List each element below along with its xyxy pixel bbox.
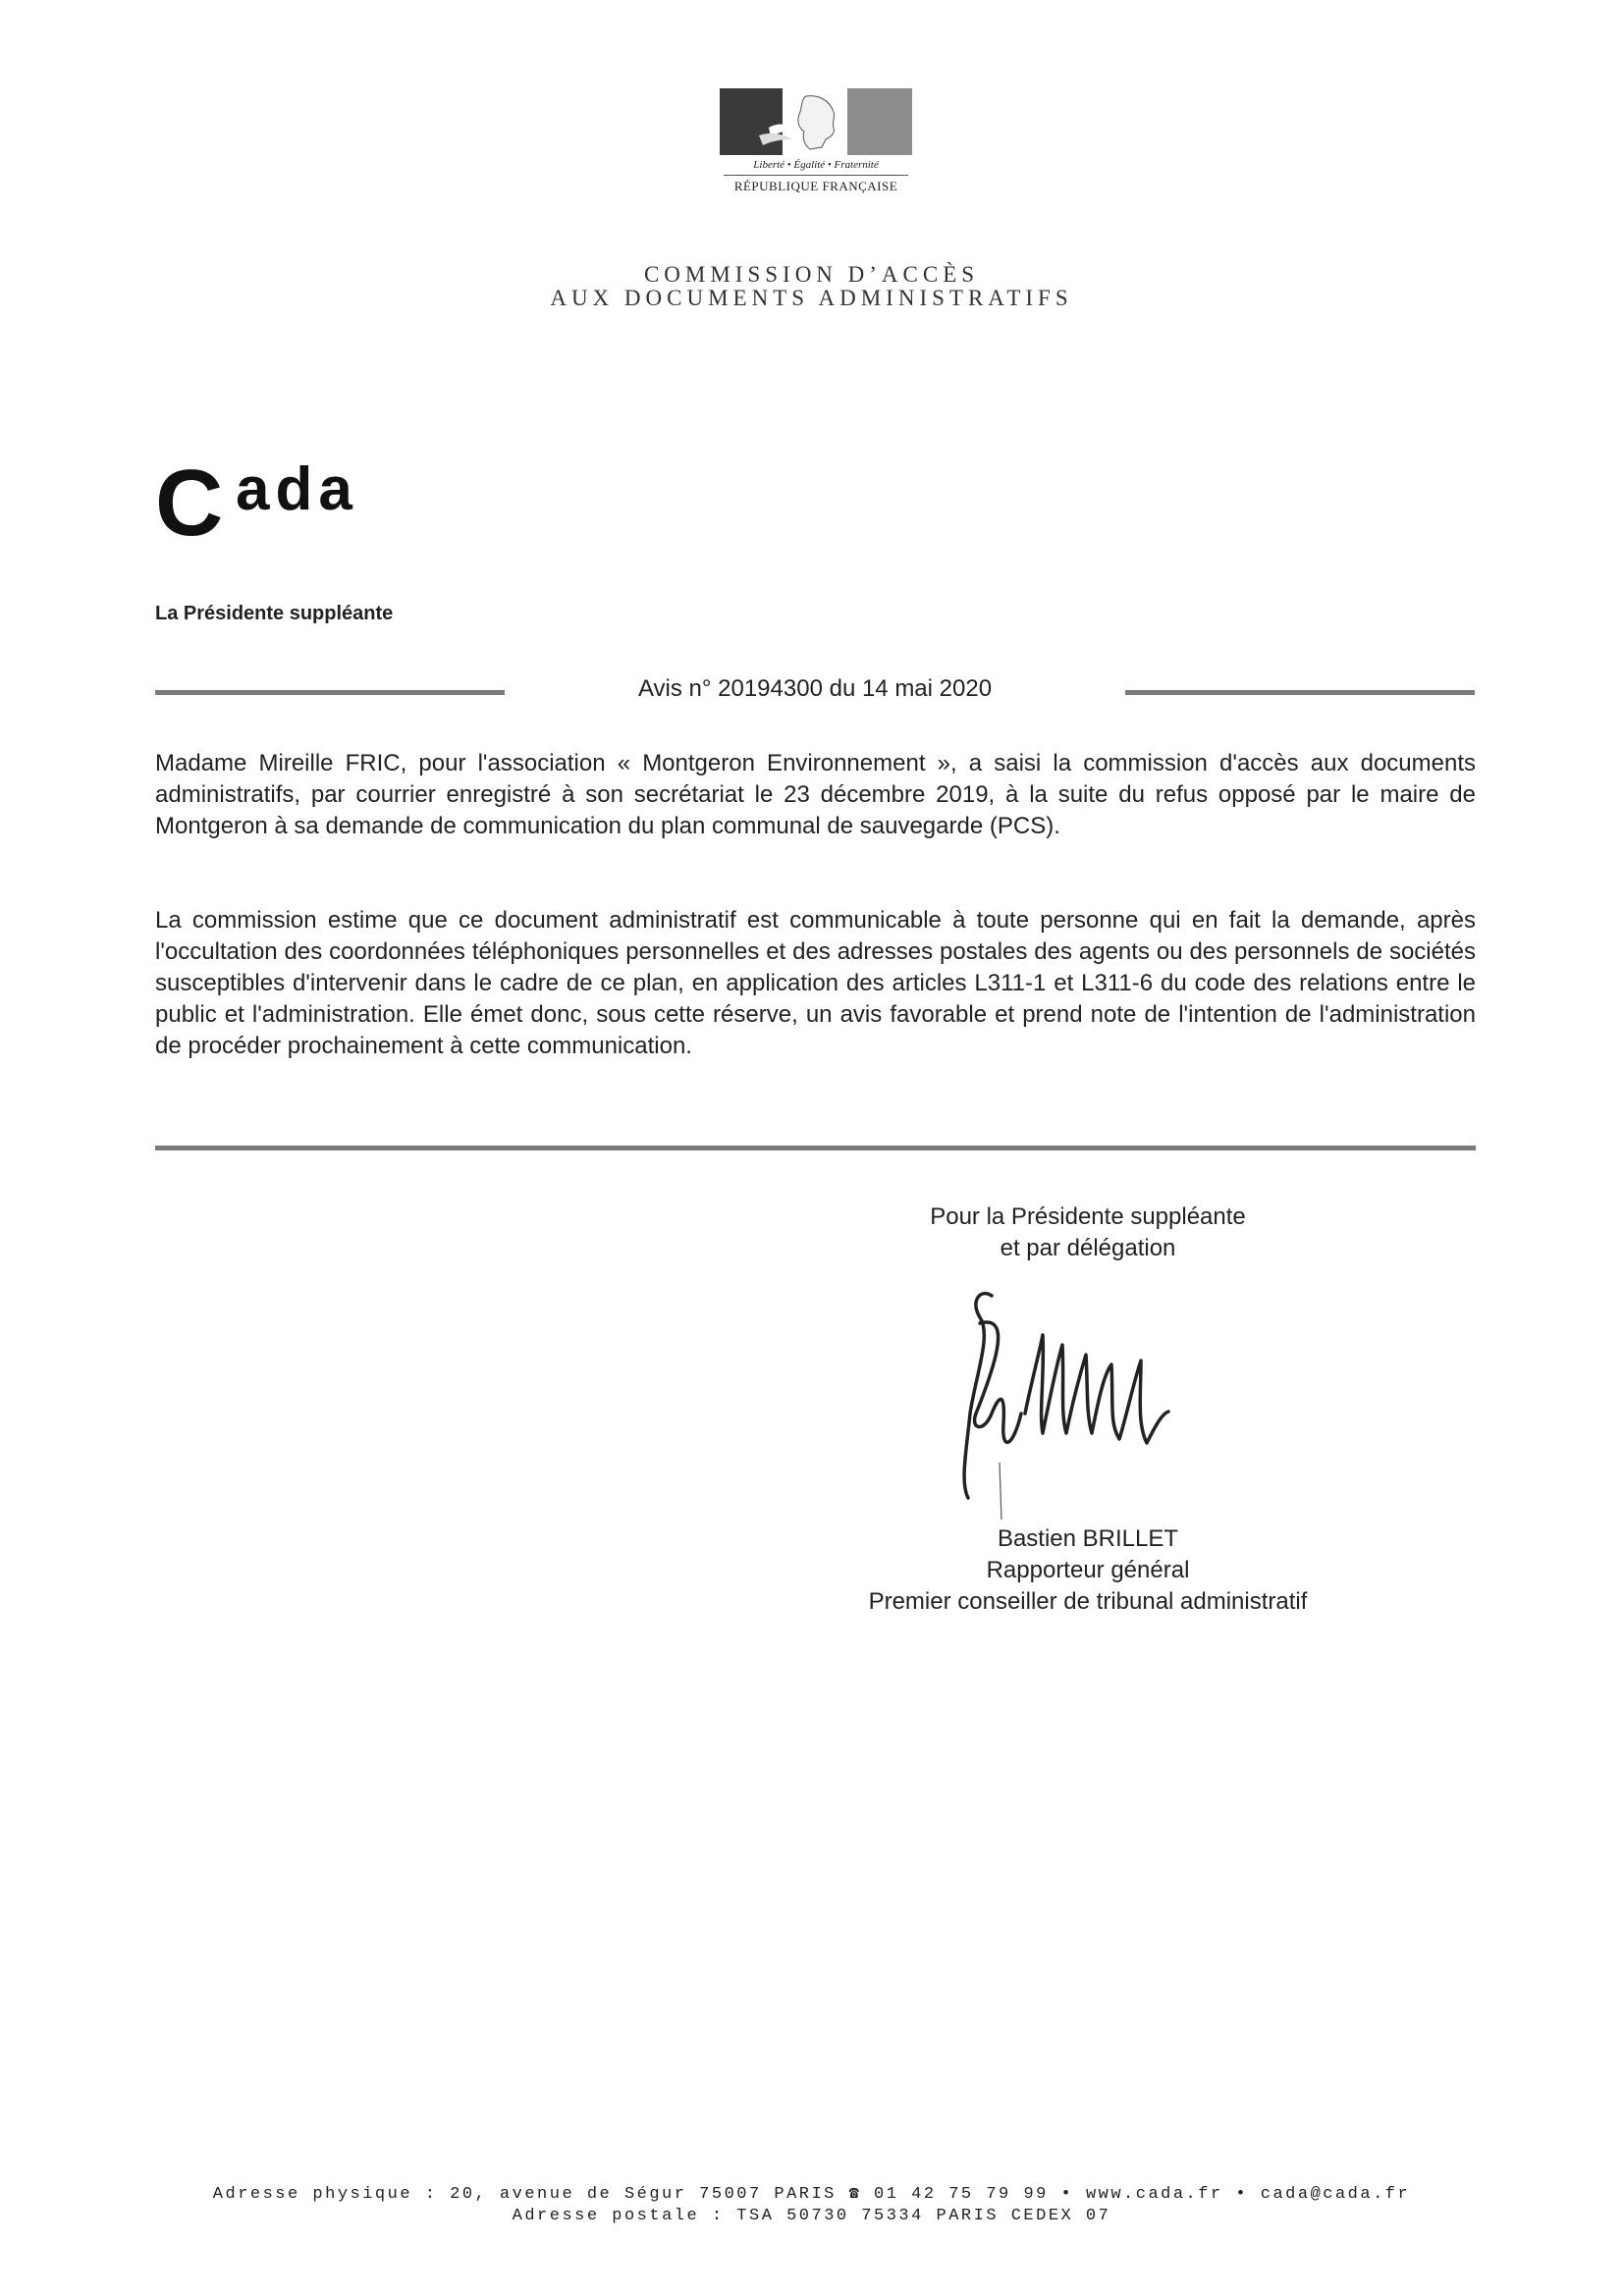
cada-logo-rest: ada [236,455,358,523]
signatory-name: Bastien BRILLET [997,1525,1179,1552]
body-paragraph-2: La commission estime que ce document administratif est communicable à toute personne qui en fait la demande, après l'occultation des coordonnées téléphoniques personnelles et des adresses postales des agents ou des personnels de sociétés susceptibles d'intervenir dans le cadre de ce plan, en application des articles L311-1 et L311-6 du code des relations entre le public et l'administration. Elle émet donc, sous cette réserve, un avis favorable et prend note de l'intention de l'administration de procéder prochainement à cette communication. [155,907,1476,1059]
body-paragraph-1: Madame Mireille FRIC, pour l'association « Montgeron Environnement », a saisi la commission d'accès aux documents administratifs, par courrier enregistré à son secrétariat le 23 décembre 2019, à la suite du refus opposé par le maire de Montgeron à sa demande de communication du plan communal de sauvegarde (PCS). [155,750,1476,839]
signature-intro-line-1: Pour la Présidente suppléante [930,1203,1246,1230]
title-rule-left [155,690,505,695]
commission-header [0,263,1623,310]
signatory-role: Rapporteur général [986,1557,1190,1583]
handwritten-signature [941,1266,1235,1522]
cada-logo [155,450,410,558]
signatory-position: Premier conseiller de tribunal administratif [868,1588,1308,1615]
logo-republique-francaise: RÉPUBLIQUE FRANÇAISE [733,179,898,193]
logo-separator [724,175,908,176]
commission-line-1: COMMISSION D’ACCÈS [643,262,980,287]
cada-logo-initial: C [155,451,224,556]
signature-intro [793,1201,1382,1264]
commission-line-2: AUX DOCUMENTS ADMINISTRATIFS [550,286,1073,310]
footer-line-1: Adresse physique : 20, avenue de Ségur 75007 PARIS ☎ 01 42 75 79 99 • www.cada.fr • cada@cada.fr [212,2185,1411,2204]
signer-title: La Présidente suppléante [155,603,394,624]
logo-motto: Liberté • Égalité • Fraternité [753,159,879,171]
footer [0,2184,1623,2227]
title-rule-right [1125,690,1475,695]
avis-title: Avis n° 20194300 du 14 mai 2020 [637,675,993,702]
body-bottom-rule [155,1146,1476,1150]
signatory-block [793,1523,1382,1618]
footer-line-2: Adresse postale : TSA 50730 75334 PARIS CEDEX 07 [512,2207,1111,2225]
signature-intro-line-2: et par délégation [1000,1235,1176,1261]
republique-francaise-logo [720,88,912,206]
marianne-emblem-icon [720,88,912,155]
